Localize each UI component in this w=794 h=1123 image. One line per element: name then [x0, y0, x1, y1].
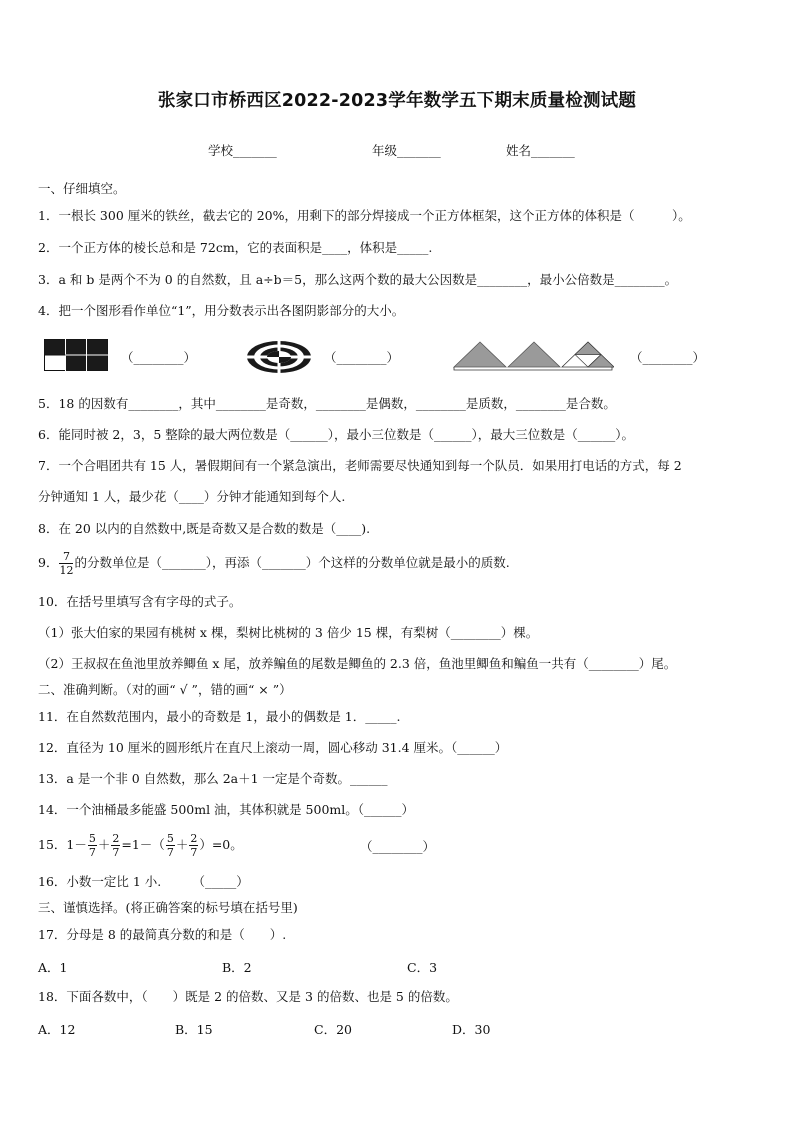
q15-fraction-4 — [189, 832, 198, 859]
school-field[interactable]: 学校_______ — [208, 143, 277, 158]
ring-target-figure — [246, 340, 312, 374]
q18-option-d[interactable]: D．30 — [452, 1022, 491, 1037]
question-7-line-1: 7．一个合唱团共有 15 人，暑假期间有一个紧急演出，老师需要尽快通知到每一个队员．如果用打电话的方式，每 2 — [38, 458, 682, 473]
question-6: 6．能同时被 2，3，5 整除的最大两位数是（______），最小三位数是（______），最大三位数是（______）。 — [38, 427, 635, 442]
question-11: 11．在自然数范围内，最小的奇数是 1，最小的偶数是 1．_____. — [38, 709, 401, 724]
grid-shaded-figure — [44, 339, 108, 371]
question-7-line-2: 分钟通知 1 人，最少花（____）分钟才能通知到每个人. — [38, 489, 346, 504]
q9-numerator: 7 — [59, 550, 73, 564]
name-field[interactable]: 姓名_______ — [506, 143, 575, 158]
q15-f1-num: 5 — [88, 832, 96, 845]
triangles-figure — [452, 339, 614, 375]
q15-f2-num: 2 — [112, 832, 120, 845]
q15-end: ）=0。 — [199, 837, 243, 852]
q9-fraction — [59, 550, 73, 577]
q15-fraction-3 — [166, 832, 175, 859]
q15-plus-2: ＋ — [175, 837, 189, 852]
q4-blank-3[interactable]: （________） — [630, 350, 706, 365]
section-1-heading: 一、仔细填空。 — [38, 181, 126, 196]
q15-fraction-2 — [111, 832, 120, 859]
q15-plus-1: ＋ — [97, 837, 111, 852]
q9-text: 的分数单位是（_______），再添（_______）个这样的分数单位就是最小的质数. — [74, 555, 510, 570]
q15-blank[interactable]: （________） — [360, 839, 436, 854]
question-10: 10．在括号里填写含有字母的式子。 — [38, 594, 242, 609]
question-2: 2．一个正方体的棱长总和是 72cm，它的表面积是____，体积是_____. — [38, 240, 433, 255]
question-5: 5．18 的因数有________，其中________是奇数，________是偶数，________是质数，________是合数。 — [38, 396, 616, 411]
q17-option-b[interactable]: B．2 — [222, 960, 252, 975]
q17-option-a[interactable]: A．1 — [38, 960, 68, 975]
q15-f4-num: 2 — [190, 832, 198, 845]
q18-option-a[interactable]: A．12 — [38, 1022, 76, 1037]
q18-option-c[interactable]: C．20 — [314, 1022, 352, 1037]
q15-fraction-1 — [88, 832, 97, 859]
section-3-heading: 三、谨慎选择。(将正确答案的标号填在括号里) — [38, 900, 298, 915]
question-16: 16．小数一定比 1 小. （_____） — [38, 874, 249, 889]
q9-denominator: 12 — [59, 564, 74, 577]
question-15 — [38, 830, 243, 860]
question-12: 12．直径为 10 厘米的圆形纸片在直尺上滚动一周，圆心移动 31.4 厘米。（______） — [38, 740, 508, 755]
section-2-heading: 二、准确判断。（对的画“ √ ”，错的画“ × ”） — [38, 682, 292, 697]
q15-f3-den: 7 — [166, 846, 174, 859]
question-8: 8．在 20 以内的自然数中,既是奇数又是合数的数是（____). — [38, 521, 371, 536]
q4-blank-2[interactable]: （________） — [324, 350, 400, 365]
q17-option-c[interactable]: C．3 — [407, 960, 438, 975]
question-10-2: （2）王叔叔在鱼池里放养鲫鱼 x 尾，放养鳊鱼的尾数是鲫鱼的 2.3 倍，鱼池里鲫鱼和鳊鱼一共有（________）尾。 — [38, 656, 677, 671]
q15-label: 15．1－ — [38, 837, 87, 852]
question-9 — [38, 549, 510, 577]
question-3: 3．a 和 b 是两个不为 0 的自然数，且 a÷b＝5，那么这两个数的最大公因数是________，最小公倍数是________。 — [38, 272, 678, 287]
question-18: 18．下面各数中，（ ）既是 2 的倍数、又是 3 的倍数、也是 5 的倍数。 — [38, 989, 458, 1004]
q15-f4-den: 7 — [190, 846, 198, 859]
question-17: 17．分母是 8 的最简真分数的和是（ ）. — [38, 927, 287, 942]
q15-f2-den: 7 — [112, 846, 120, 859]
grade-field[interactable]: 年级_______ — [372, 143, 441, 158]
question-4: 4．把一个图形看作单位“1”，用分数表示出各图阴影部分的大小。 — [38, 303, 405, 318]
q15-f1-den: 7 — [88, 846, 96, 859]
page-title: 张家口市桥西区2022-2023学年数学五下期末质量检测试题 — [157, 91, 637, 111]
q4-blank-1[interactable]: （________） — [121, 350, 197, 365]
q15-f3-num: 5 — [166, 832, 174, 845]
q18-option-b[interactable]: B．15 — [175, 1022, 213, 1037]
q15-mid: =1－（ — [121, 837, 165, 852]
question-14: 14．一个油桶最多能盛 500ml 油，其体积就是 500ml。（______） — [38, 802, 414, 817]
question-13: 13．a 是一个非 0 自然数，那么 2a＋1 一定是个奇数。______ — [38, 771, 388, 786]
question-1: 1．一根长 300 厘米的铁丝，截去它的 20%，用剩下的部分焊接成一个正方体框架，这个正方体的体积是（ ）。 — [38, 208, 691, 223]
question-10-1: （1）张大伯家的果园有桃树 x 棵，梨树比桃树的 3 倍少 15 棵，有梨树（________）棵。 — [38, 625, 539, 640]
q9-number: 9． — [38, 555, 59, 570]
